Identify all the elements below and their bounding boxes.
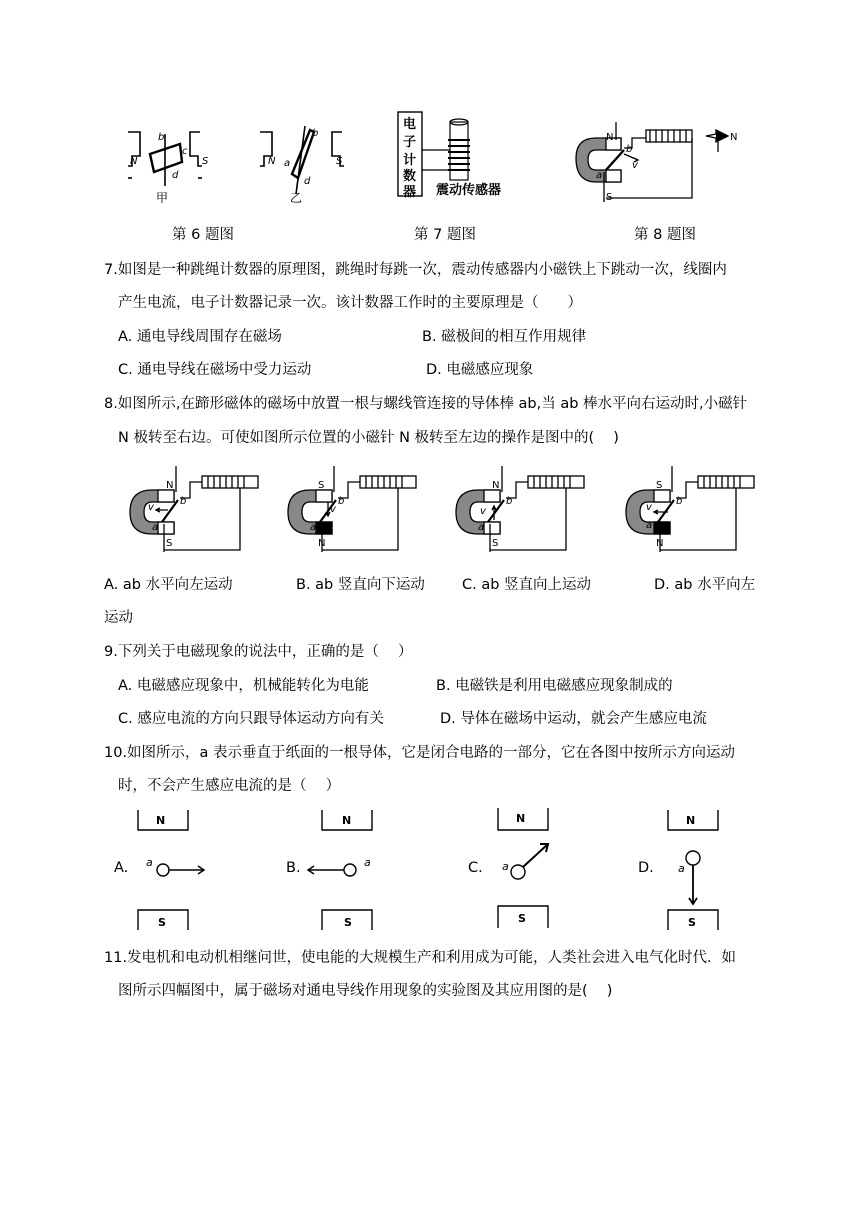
figure-7: [396, 110, 526, 200]
q8c-top-pole: N: [492, 480, 500, 491]
q11-stem-line2: 图所示四幅图中，属于磁场对通电导线作用现象的实验图及其应用图的是( ): [118, 983, 613, 999]
q7-option-c: C. 通电导线在磁场中受力运动: [118, 362, 312, 378]
q9-option-d: D. 导体在磁场中运动，就会产生感应电流: [440, 711, 707, 727]
fig6-jia-label: 甲: [156, 191, 169, 205]
q10d-a: a: [678, 862, 685, 875]
q8-option-d-cont: 运动: [104, 610, 133, 626]
q10-figure-d: [660, 806, 750, 934]
q10-label-c: C.: [468, 860, 483, 876]
fig6-d-label: d: [172, 170, 179, 181]
q10a-N: N: [156, 814, 166, 827]
q10b-N: N: [342, 814, 352, 827]
q10c-a: a: [502, 860, 509, 873]
q11-stem-line1: 11.发电机和电动机相继问世，使电能的大规模生产和利用成为可能，人类社会进入电气化时代．如: [104, 950, 737, 966]
q10a-S: S: [158, 916, 166, 929]
q10-label-b: B.: [286, 860, 301, 876]
q8-option-b: B. ab 竖直向下运动: [296, 577, 425, 593]
fig6-N-left: N: [130, 156, 138, 167]
q8-stem-line1: 8.如图所示,在蹄形磁体的磁场中放置一根与螺线管连接的导体棒 ab,当 ab 棒水平向右运动时,小磁针: [104, 396, 748, 412]
q10-figure-a: [130, 806, 220, 934]
q8d-b: b: [676, 496, 683, 507]
caption-fig7: 第 7 题图: [414, 227, 476, 243]
q8d-a: a: [646, 520, 653, 531]
figure-6: [120, 126, 350, 206]
fig6-b-label: b: [158, 132, 165, 143]
fig6-S-right: S: [336, 156, 343, 167]
fig7-char-1: 电: [403, 117, 417, 132]
q8-option-d: D. ab 水平向左: [654, 577, 756, 593]
q7-option-a: A. 通电导线周围存在磁场: [118, 329, 282, 345]
fig6-S-left: S: [202, 156, 209, 167]
fig8-a-label: a: [596, 170, 603, 181]
fig6-yi-label: 乙: [290, 191, 303, 205]
q8b-v: v: [330, 504, 336, 515]
q9-option-b: B. 电磁铁是利用电磁感应现象制成的: [436, 678, 673, 694]
q8b-bottom-pole: N: [318, 538, 326, 549]
q10a-a: a: [146, 856, 153, 869]
q10b-S: S: [344, 916, 352, 929]
q8b-a: a: [310, 522, 317, 533]
fig7-char-4: 数: [403, 169, 417, 184]
q8c-v: v: [480, 506, 486, 517]
q8-option-a: A. ab 水平向左运动: [104, 577, 233, 593]
q8a-top-pole: N: [166, 480, 174, 491]
fig8-v-label: v: [632, 160, 638, 171]
q8b-top-pole: S: [318, 480, 325, 491]
fig6-N-right: N: [268, 156, 276, 167]
caption-fig6: 第 6 题图: [172, 227, 234, 243]
q8d-bottom-pole: N: [656, 538, 664, 549]
fig7-char-2: 子: [403, 135, 417, 150]
q8d-top-pole: S: [656, 480, 663, 491]
q8-figure-b: [282, 462, 422, 554]
fig6-c-label: c: [182, 146, 188, 157]
q9-option-a: A. 电磁感应现象中，机械能转化为电能: [118, 678, 369, 694]
q10c-N: N: [516, 812, 526, 825]
q10d-S: S: [688, 916, 696, 929]
fig7-sensor-label: 震动传感器: [436, 183, 502, 198]
q10-label-a: A.: [114, 860, 129, 876]
q8-figure-c: [450, 462, 590, 554]
q8-option-c: C. ab 竖直向上运动: [462, 577, 592, 593]
fig8-S-label: S: [606, 192, 613, 203]
fig6-a-label: a: [284, 158, 291, 169]
q8c-bottom-pole: S: [492, 538, 499, 549]
q9-stem: 9.下列关于电磁现象的说法中，正确的是（ ）: [104, 644, 413, 660]
q8-figure-a: [124, 462, 264, 554]
q10b-a: a: [364, 856, 371, 869]
q10d-N: N: [686, 814, 696, 827]
fig6-b2-label: b: [312, 128, 319, 139]
q10-figure-c: [490, 804, 580, 932]
fig7-char-3: 计: [403, 153, 417, 168]
q8c-b: b: [506, 496, 513, 507]
fig8-N-label: N: [606, 132, 614, 143]
q8-stem-line2: N 极转至右边。可使如图所示位置的小磁针 N 极转至左边的操作是图中的( ): [118, 430, 619, 446]
q8a-b: b: [180, 496, 187, 507]
q8a-a: a: [152, 522, 159, 533]
q10-stem-line2: 时，不会产生感应电流的是（ ）: [118, 778, 341, 794]
fig8-b-label: b: [626, 144, 633, 155]
q10-stem-line1: 10.如图所示，a 表示垂直于纸面的一根导体，它是闭合电路的一部分，它在各图中按所示方向运动: [104, 745, 736, 761]
q8a-v: v: [148, 502, 154, 513]
q7-stem-line1: 7.如图是一种跳绳计数器的原理图，跳绳时每跳一次，震动传感器内小磁铁上下跳动一次，线圈内: [104, 262, 727, 278]
q7-option-b: B. 磁极间的相互作用规律: [422, 329, 587, 345]
q8-figure-d: [620, 462, 760, 554]
q10-figure-b: [300, 806, 390, 934]
q7-option-d: D. 电磁感应现象: [426, 362, 534, 378]
q9-option-c: C. 感应电流的方向只跟导体运动方向有关: [118, 711, 384, 727]
q8a-bottom-pole: S: [166, 538, 173, 549]
q8c-a: a: [478, 522, 485, 533]
fig6-d2-label: d: [304, 176, 311, 187]
q8b-b: b: [338, 496, 345, 507]
q8d-v: v: [646, 502, 652, 513]
caption-fig8: 第 8 题图: [634, 227, 696, 243]
q10c-S: S: [518, 912, 526, 925]
fig8-needle-N: N: [730, 132, 738, 143]
q10-label-d: D.: [638, 860, 654, 876]
fig7-char-5: 器: [403, 185, 417, 200]
q7-stem-line2: 产生电流，电子计数器记录一次。该计数器工作时的主要原理是（ ）: [118, 295, 582, 311]
figure-8: [566, 118, 746, 204]
